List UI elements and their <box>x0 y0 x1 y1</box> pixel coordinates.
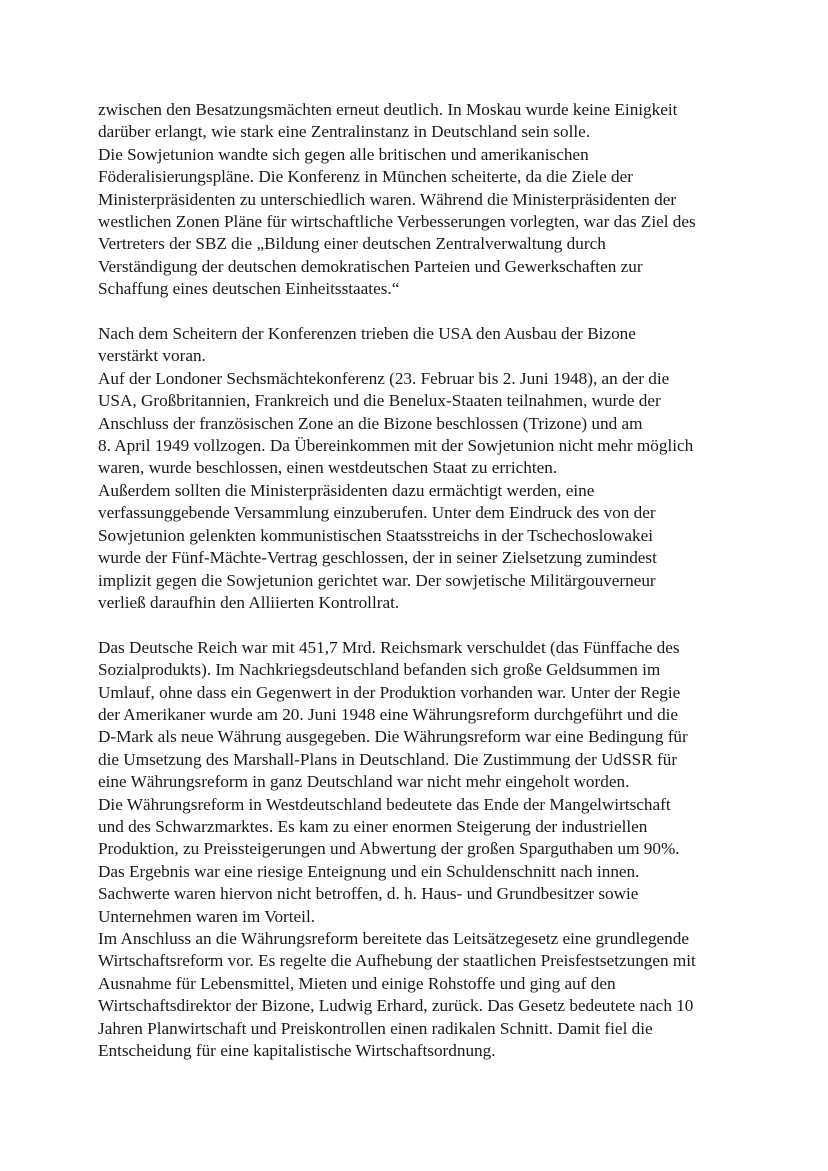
text-line: eine Währungsreform in ganz Deutschland war nicht mehr eingeholt worden. <box>98 772 630 792</box>
text-line: Verständigung der deutschen demokratischen Parteien und Gewerkschaften zur <box>98 256 643 276</box>
text-line: Das Ergebnis war eine riesige Enteignung und ein Schuldenschnitt nach innen. <box>98 861 640 881</box>
text-line: Die Sowjetunion wandte sich gegen alle britischen und amerikanischen <box>98 144 589 164</box>
text-line: USA, Großbritannien, Frankreich und die Benelux-Staaten teilnahmen, wurde der <box>98 391 661 411</box>
text-line: westlichen Zonen Pläne für wirtschaftliche Verbesserungen vorlegten, war das Ziel des <box>98 212 696 232</box>
text-line: darüber erlangt, wie stark eine Zentralinstanz in Deutschland sein solle. <box>98 122 591 142</box>
text-line: der Amerikaner wurde am 20. Juni 1948 eine Währungsreform durchgeführt und die <box>98 704 679 724</box>
text-line: die Umsetzung des Marshall-Plans in Deutschland. Die Zustimmung der UdSSR für <box>98 749 678 769</box>
text-line: Wirtschaftsreform vor. Es regelte die Aufhebung der staatlichen Preisfestsetzungen mit <box>98 951 696 971</box>
text-line: Sowjetunion gelenkten kommunistischen Staatsstreichs in der Tschechoslowakei <box>98 525 654 545</box>
text-line: 8. April 1949 vollzogen. Da Übereinkommen mit der Sowjetunion nicht mehr möglich <box>98 436 694 456</box>
text-line: D-Mark als neue Währung ausgegeben. Die Währungsreform war eine Bedingung für <box>98 727 688 747</box>
paragraph-bizone-trizone <box>98 323 758 614</box>
text-line: Jahren Planwirtschaft und Preiskontrollen einen radikalen Schnitt. Damit fiel die <box>98 1018 653 1038</box>
paragraph-conferences <box>98 99 758 301</box>
text-line: Auf der Londoner Sechsmächtekonferenz (23. Februar bis 2. Juni 1948), an der die <box>98 368 670 388</box>
text-line: Wirtschaftsdirektor der Bizone, Ludwig Erhard, zurück. Das Gesetz bedeutete nach 10 <box>98 996 694 1016</box>
document-page <box>98 99 758 1062</box>
text-line: implizit gegen die Sowjetunion gerichtet war. Der sowjetische Militärgouverneur <box>98 570 656 590</box>
text-line: Sozialprodukts). Im Nachkriegsdeutschland befanden sich große Geldsummen im <box>98 660 661 680</box>
text-line: wurde der Fünf-Mächte-Vertrag geschlossen, der in seiner Zielsetzung zumindest <box>98 548 657 568</box>
text-line: Umlauf, ohne dass ein Gegenwert in der Produktion vorhanden war. Unter der Regie <box>98 682 681 702</box>
text-line: verstärkt voran. <box>98 346 206 366</box>
text-line: Schaffung eines deutschen Einheitsstaates.“ <box>98 279 400 299</box>
text-line: Unternehmen waren im Vorteil. <box>98 906 316 926</box>
text-line: zwischen den Besatzungsmächten erneut deutlich. In Moskau wurde keine Einigkeit <box>98 100 678 119</box>
text-line: Anschluss der französischen Zone an die Bizone beschlossen (Trizone) und am <box>98 413 643 433</box>
text-line: und des Schwarzmarktes. Es kam zu einer enormen Steigerung der industriellen <box>98 816 648 836</box>
text-line: verließ daraufhin den Alliierten Kontrollrat. <box>98 592 400 612</box>
text-line: Das Deutsche Reich war mit 451,7 Mrd. Reichsmark verschuldet (das Fünffache des <box>98 637 680 657</box>
text-line: Sachwerte waren hiervon nicht betroffen, d. h. Haus- und Grundbesitzer sowie <box>98 884 639 904</box>
text-line: waren, wurde beschlossen, einen westdeutschen Staat zu errichten. <box>98 458 558 478</box>
text-line: Entscheidung für eine kapitalistische Wirtschaftsordnung. <box>98 1041 496 1061</box>
text-line: Produktion, zu Preissteigerungen und Abwertung der großen Sparguthaben um 90%. <box>98 839 680 859</box>
paragraph-currency-reform <box>98 637 758 1063</box>
text-line: Ausnahme für Lebensmittel, Mieten und einige Rohstoffe und ging auf den <box>98 973 616 993</box>
text-line: verfassunggebende Versammlung einzuberufen. Unter dem Eindruck des von der <box>98 503 656 523</box>
text-line: Ministerpräsidenten zu unterschiedlich waren. Während die Ministerpräsidenten der <box>98 189 677 209</box>
text-line: Die Währungsreform in Westdeutschland bedeutete das Ende der Mangelwirtschaft <box>98 794 671 814</box>
text-line: Vertreters der SBZ die „Bildung einer deutschen Zentralverwaltung durch <box>98 234 606 254</box>
text-line: Im Anschluss an die Währungsreform bereitete das Leitsätzegesetz eine grundlegende <box>98 929 689 948</box>
text-line: Nach dem Scheitern der Konferenzen trieben die USA den Ausbau der Bizone <box>98 324 636 344</box>
text-line: Föderalisierungspläne. Die Konferenz in München scheiterte, da die Ziele der <box>98 167 633 187</box>
text-line: Außerdem sollten die Ministerpräsidenten dazu ermächtigt werden, eine <box>98 480 595 500</box>
